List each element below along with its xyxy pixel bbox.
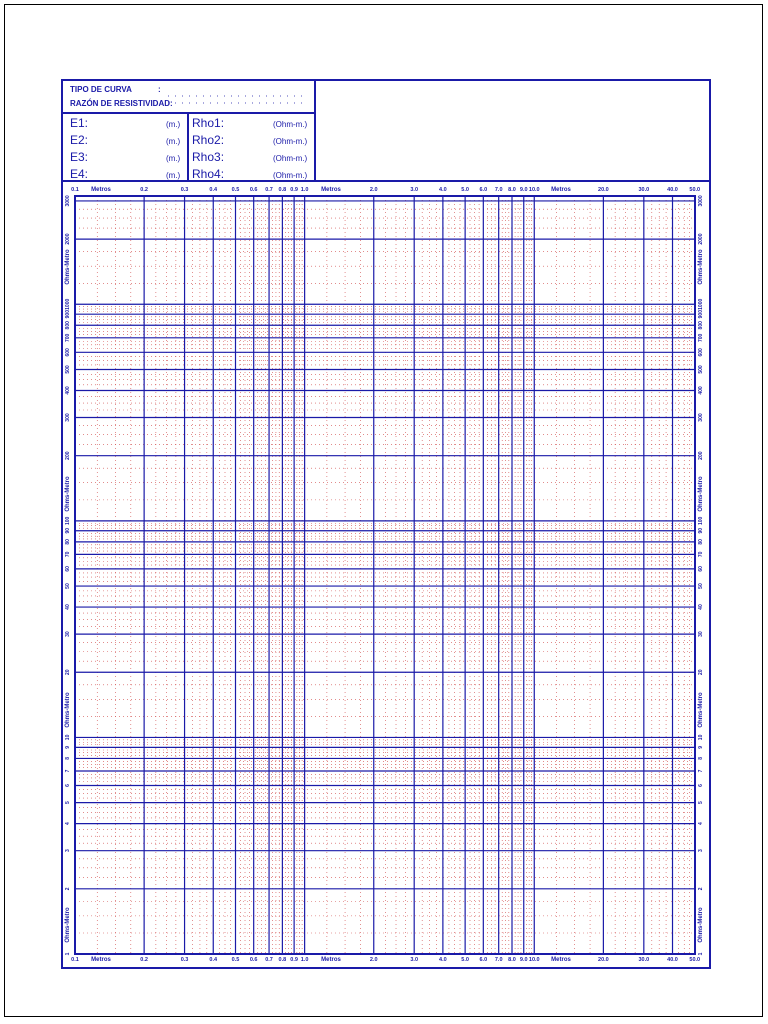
y-tick-label: 300: [65, 413, 71, 422]
x-tick-label-top: 9.0: [519, 187, 528, 193]
y-unit-label: Ohms-Metro: [65, 249, 71, 285]
y-tick-label: 3000: [698, 195, 704, 207]
x-tick-label-bottom: 8.0: [508, 957, 516, 963]
x-tick-label-top: 0.7: [265, 187, 273, 193]
y-unit-label: Ohms-Metro: [698, 249, 704, 285]
y-tick-label: 2000: [698, 233, 704, 245]
x-tick-label-bottom: 6.0: [479, 957, 488, 963]
x-unit-label: Metros: [321, 957, 341, 963]
y-tick-label: 5: [698, 801, 704, 805]
x-tick-label-bottom: 30.0: [638, 957, 650, 963]
rho1-label: Rho1:: [192, 116, 225, 130]
y-unit-label: Ohms-Metro: [65, 692, 71, 728]
x-tick-label-bottom: 3.0: [410, 957, 419, 963]
x-tick-label-bottom: 0.9: [290, 957, 298, 963]
y-tick-label: 800: [698, 321, 704, 330]
y-tick-label: 5: [65, 801, 71, 805]
x-unit-label: Metros: [91, 187, 111, 193]
x-unit-label: Metros: [551, 957, 571, 963]
rho3-label: Rho3:: [192, 150, 225, 164]
y-tick-label: 30: [65, 631, 71, 637]
y-tick-label: 20: [698, 669, 704, 676]
y-tick-label: 90: [698, 527, 704, 534]
x-tick-label-top: 0.3: [180, 187, 189, 193]
y-tick-label: 200: [698, 451, 704, 460]
y-tick-label: 80: [698, 539, 704, 545]
razon-resistividad-label: RAZÓN DE RESISTIVIDAD:: [70, 99, 173, 108]
y-unit-label: Ohms-Metro: [698, 476, 704, 512]
y-unit-label: Ohms-Metro: [65, 476, 71, 512]
y-tick-label: 600: [698, 348, 704, 357]
x-tick-label-top: 2.0: [369, 187, 378, 193]
x-tick-label-top: 10.0: [528, 187, 540, 193]
x-tick-label-bottom: 0.3: [180, 957, 189, 963]
x-tick-label-top: 0.1: [71, 187, 79, 193]
x-tick-label-top: 1.0: [300, 187, 309, 193]
y-tick-label: 400: [65, 386, 71, 395]
y-tick-label: 8: [65, 757, 71, 760]
x-tick-label-top: 0.9: [290, 187, 298, 193]
x-tick-label-bottom: 10.0: [528, 957, 540, 963]
x-tick-label-top: 0.2: [140, 187, 148, 193]
y-unit-label: Ohms-Metro: [698, 907, 704, 943]
x-tick-label-bottom: 0.1: [71, 957, 79, 963]
y-tick-label: 60: [65, 566, 71, 572]
tipo-de-curva-label: TIPO DE CURVA: [70, 85, 132, 94]
e3-label: E3:: [70, 150, 89, 164]
y-tick-label: 1: [698, 952, 704, 956]
y-tick-label: 1000: [65, 298, 71, 310]
y-tick-label: 700: [65, 333, 71, 343]
x-tick-label-top: 0.8: [278, 187, 287, 193]
x-tick-label-top: 8.0: [508, 187, 516, 193]
x-tick-label-top: 20.0: [598, 187, 609, 193]
x-tick-label-bottom: 9.0: [519, 957, 528, 963]
x-unit-label: Metros: [551, 187, 571, 193]
y-tick-label: 80: [65, 539, 71, 545]
x-unit-label: Metros: [321, 187, 341, 193]
x-tick-label-bottom: 0.4: [209, 957, 218, 963]
y-tick-label: 10: [65, 734, 71, 741]
rho2-label: Rho2:: [192, 133, 225, 147]
y-tick-label: 1000: [698, 298, 704, 310]
e2-unit: (m.): [166, 137, 181, 146]
x-tick-label-bottom: 2.0: [369, 957, 378, 963]
y-tick-label: 90: [65, 527, 71, 534]
y-tick-label: 2000: [65, 233, 71, 245]
x-tick-label-bottom: 5.0: [461, 957, 469, 963]
y-tick-label: 7: [698, 769, 704, 773]
x-tick-label-bottom: 7.0: [494, 957, 503, 963]
y-tick-label: 1: [65, 952, 71, 956]
y-tick-label: 100: [65, 516, 71, 526]
y-tick-label: 7: [65, 769, 71, 773]
y-tick-label: 3: [698, 849, 704, 853]
rho1-unit: (Ohm-m.): [273, 120, 308, 129]
x-tick-label-top: 30.0: [638, 187, 650, 193]
rho2-unit: (Ohm-m.): [273, 137, 308, 146]
x-tick-label-top: 7.0: [494, 187, 503, 193]
y-tick-label: 2: [698, 887, 704, 891]
y-tick-label: 2: [65, 887, 71, 891]
y-tick-label: 6: [65, 784, 71, 787]
x-tick-label-bottom: 0.7: [265, 957, 273, 963]
x-tick-label-top: 0.5: [231, 187, 240, 193]
outer-frame: [62, 80, 710, 968]
x-tick-label-top: 5.0: [461, 187, 469, 193]
y-tick-label: 500: [698, 365, 704, 374]
y-tick-label: 10: [698, 734, 704, 741]
y-tick-label: 600: [65, 348, 71, 357]
e4-unit: (m.): [166, 171, 181, 180]
y-tick-label: 60: [698, 566, 704, 572]
x-tick-label-bottom: 40.0: [667, 957, 678, 963]
y-tick-label: 200: [65, 451, 71, 460]
y-tick-label: 900: [65, 310, 71, 319]
y-tick-label: 40: [65, 604, 71, 610]
x-tick-label-bottom: 20.0: [598, 957, 609, 963]
rho4-label: Rho4:: [192, 167, 225, 181]
y-tick-label: 900: [698, 310, 704, 319]
x-tick-label-bottom: 50.0: [689, 957, 701, 963]
y-tick-label: 500: [65, 365, 71, 374]
e4-label: E4:: [70, 167, 89, 181]
x-tick-label-top: 4.0: [439, 187, 447, 193]
x-tick-label-bottom: 0.2: [140, 957, 148, 963]
rho3-unit: (Ohm-m.): [273, 154, 308, 163]
y-tick-label: 50: [698, 583, 704, 589]
y-tick-label: 4: [698, 822, 704, 826]
x-tick-label-top: 0.4: [209, 187, 218, 193]
y-tick-label: 400: [698, 386, 704, 395]
x-tick-label-top: 0.6: [249, 187, 258, 193]
x-tick-label-bottom: 0.5: [231, 957, 240, 963]
y-tick-label: 8: [698, 757, 704, 760]
e2-label: E2:: [70, 133, 89, 147]
x-unit-label: Metros: [91, 957, 111, 963]
y-tick-label: 70: [698, 551, 704, 558]
x-tick-label-top: 40.0: [667, 187, 678, 193]
grid-frame: [75, 196, 695, 954]
y-unit-label: Ohms-Metro: [698, 692, 704, 728]
y-tick-label: 4: [65, 822, 71, 826]
tipo-de-curva-colon: :: [158, 85, 161, 94]
y-tick-label: 800: [65, 321, 71, 330]
y-tick-label: 9: [65, 745, 71, 749]
y-tick-label: 30: [698, 631, 704, 637]
y-tick-label: 40: [698, 604, 704, 610]
y-tick-label: 70: [65, 551, 71, 558]
y-tick-label: 100: [698, 516, 704, 526]
y-tick-label: 9: [698, 745, 704, 749]
x-tick-label-top: 6.0: [479, 187, 488, 193]
y-tick-label: 6: [698, 784, 704, 787]
y-tick-label: 700: [698, 333, 704, 343]
y-tick-label: 20: [65, 669, 71, 676]
y-tick-label: 3: [65, 849, 71, 853]
x-tick-label-bottom: 4.0: [439, 957, 447, 963]
y-unit-label: Ohms-Metro: [65, 907, 71, 943]
x-tick-label-bottom: 0.8: [278, 957, 287, 963]
rho4-unit: (Ohm-m.): [273, 171, 308, 180]
y-tick-label: 3000: [65, 195, 71, 207]
x-tick-label-top: 50.0: [689, 187, 701, 193]
y-tick-label: 300: [698, 413, 704, 422]
e1-unit: (m.): [166, 120, 181, 129]
e1-label: E1:: [70, 116, 89, 130]
x-tick-label-bottom: 1.0: [300, 957, 309, 963]
x-tick-label-bottom: 0.6: [249, 957, 258, 963]
e3-unit: (m.): [166, 154, 181, 163]
y-tick-label: 50: [65, 583, 71, 589]
x-tick-label-top: 3.0: [410, 187, 419, 193]
